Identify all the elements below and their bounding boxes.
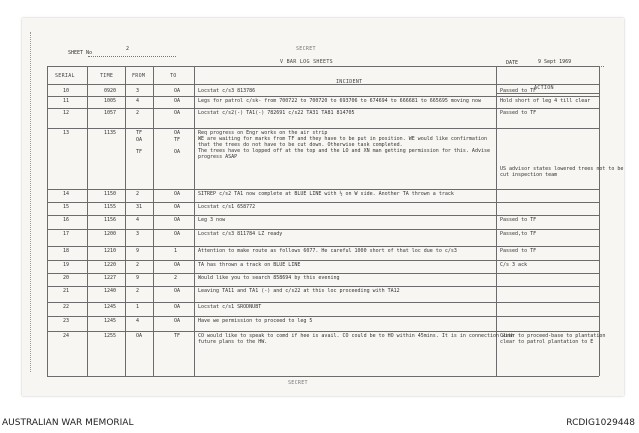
row-from: OA [136, 333, 143, 339]
row-separator [47, 273, 599, 274]
row-incident-line: TA has thrown a track on BLUE LINE [198, 262, 301, 268]
row-from: 4 [136, 318, 140, 324]
row-to: OA [174, 262, 181, 268]
row-to: OA [174, 88, 181, 94]
table-right-rule [599, 66, 600, 376]
log-sheet [22, 18, 624, 396]
col-header-time: TIME [100, 73, 114, 79]
row-from: 2 [136, 191, 140, 197]
row-time: 1245 [104, 304, 117, 310]
row-action-line: Passed,to TF [500, 231, 537, 237]
row-incident-line: CO would like to speak to comd if hee is avail. CO could be to HO within 45mins. It is in connection with [198, 333, 515, 339]
row-incident-line: WE are waiting for marks from TF and they have to be put in position. WE would like confirmation [198, 136, 487, 142]
table-header-rule [47, 84, 599, 85]
row-to: OA [174, 304, 181, 310]
row-time: 1150 [104, 191, 117, 197]
row-incident-line: Attention to make route as follows 6077. He careful 1000 short of that loc due to c/s3 [198, 248, 457, 254]
row-separator [47, 331, 599, 332]
row-time: 1155 [104, 204, 117, 210]
row-serial: 11 [63, 98, 70, 104]
row-action-line: Passed to TF [500, 110, 537, 116]
row-from: 2 [136, 288, 140, 294]
col-divider-serial [87, 66, 88, 376]
table-top-rule [47, 66, 599, 67]
row-incident-line: Locstat c/s2(-) TA1(-) 782691 c/s22 TA31 TA81 814705 [198, 110, 355, 116]
row-action-line: cut inspection team [500, 172, 558, 178]
row-action-line: Hold short of leg 4 till clear [500, 98, 591, 104]
row-to: 1 [174, 248, 178, 254]
row-action-line: C/s 3 ack [500, 262, 528, 268]
log-title: V BAR LOG SHEETS [280, 59, 333, 65]
sheet-no-rule [88, 56, 176, 57]
row-time: 1245 [104, 318, 117, 324]
col-divider-from [153, 66, 154, 376]
row-to: OA [174, 191, 181, 197]
row-time: 1057 [104, 110, 117, 116]
row-from: 9 [136, 248, 140, 254]
row-from: 4 [136, 217, 140, 223]
row-serial: 23 [63, 318, 70, 324]
row-serial: 13 [63, 130, 70, 136]
row-serial: 21 [63, 288, 70, 294]
row-to: OA [174, 288, 181, 294]
row-serial: 17 [63, 231, 70, 237]
row-serial: 19 [63, 262, 70, 268]
row-incident-line: future plans to the HW. [198, 339, 268, 345]
archive-source: AUSTRALIAN WAR MEMORIAL [2, 418, 134, 428]
row-to: 2 [174, 275, 178, 281]
row-from: 4 [136, 98, 140, 104]
row-time: 1135 [104, 130, 117, 136]
row-time: 1220 [104, 262, 117, 268]
row-from: 3 [136, 88, 140, 94]
row-action-line: Passed to TF [500, 248, 537, 254]
row-separator [47, 215, 599, 216]
row-from: TF [136, 149, 143, 155]
row-from: 31 [136, 204, 143, 210]
row-from: TF [136, 130, 143, 136]
row-separator [47, 96, 599, 97]
row-time: 1240 [104, 288, 117, 294]
row-incident-line: Leaving TA11 and TA1 (-) and c/s22 at this loc proceeding with TA12 [198, 288, 400, 294]
row-to: OA [174, 130, 181, 136]
date-value: 9 Sept 1969 [538, 59, 572, 65]
row-from: 2 [136, 110, 140, 116]
row-from: 2 [136, 262, 140, 268]
row-action-line: Passed to TF [500, 88, 537, 94]
col-header-action: ACTION [534, 85, 554, 91]
row-separator [47, 260, 599, 261]
row-incident-line: Legs for patrol c/sk- from 700722 to 700720 to 693706 to 674694 to 666681 to 665695 moving now [198, 98, 481, 104]
row-incident-line: Would like you to search 858694 by this evening [198, 275, 340, 281]
table-left-rule [47, 66, 48, 376]
archive-reference: RCDIG1029448 [566, 418, 635, 428]
row-serial: 15 [63, 204, 70, 210]
row-separator [47, 246, 599, 247]
row-to: TF [174, 137, 181, 143]
row-action-line: Clear to proceed-base to plantation [500, 333, 606, 339]
date-label: DATE [506, 60, 519, 66]
row-incident-line: Locstat c/s1 658772 [198, 204, 256, 210]
row-serial: 24 [63, 333, 70, 339]
row-from: 3 [136, 231, 140, 237]
row-from: 9 [136, 275, 140, 281]
sheet-label: SHEET No [68, 50, 93, 56]
row-serial: 22 [63, 304, 70, 310]
row-serial: 14 [63, 191, 70, 197]
row-to: OA [174, 149, 181, 155]
row-to: OA [174, 110, 181, 116]
row-time: 1255 [104, 333, 117, 339]
col-divider-incident [496, 66, 497, 376]
sheet-number: 2 [126, 46, 130, 52]
row-action-line: US advisor states lowered trees not to be [500, 166, 624, 172]
row-separator [47, 286, 599, 287]
row-time: 0920 [104, 88, 117, 94]
row-incident-line: Leg 3 now [198, 217, 226, 223]
row-incident-line: Req progress on Engr works on the air strip [198, 130, 328, 136]
classification-top: SECRET [296, 46, 316, 52]
row-incident-line: that the trees do not have to be cut down. Otherwise task completed. [198, 142, 403, 148]
row-incident-line: Have we permission to proceed to leg 5 [198, 318, 313, 324]
row-incident-line: Locstat c/s3 813786 [198, 88, 256, 94]
row-to: OA [174, 98, 181, 104]
col-divider-time [125, 66, 126, 376]
row-time: 1200 [104, 231, 117, 237]
row-action-line: Passed to TF [500, 217, 537, 223]
col-header-from: FROM [132, 73, 146, 79]
row-incident-line: SITREP c/s2 TA1 now complete at BLUE LINE with ½ on W side. Another TA thrown a track [198, 191, 454, 197]
row-separator [47, 202, 599, 203]
row-incident-line: Locstat c/s3 811784 LZ ready [198, 231, 283, 237]
row-serial: 10 [63, 88, 70, 94]
row-time: 1227 [104, 275, 117, 281]
row-separator [47, 302, 599, 303]
row-to: OA [174, 204, 181, 210]
row-serial: 18 [63, 248, 70, 254]
row-serial: 20 [63, 275, 70, 281]
col-header-to: TO [170, 73, 177, 79]
row-to: OA [174, 217, 181, 223]
row-time: 1005 [104, 98, 117, 104]
col-divider-to [194, 66, 195, 376]
row-to: TF [174, 333, 181, 339]
row-from: OA [136, 137, 143, 143]
row-time: 1156 [104, 217, 117, 223]
row-incident-line: progress ASAP [198, 154, 238, 160]
row-to: OA [174, 231, 181, 237]
row-incident-line: Locstat c/s1 SRODNUBT [198, 304, 262, 310]
row-separator [47, 229, 599, 230]
col-header-serial: SERIAL [55, 73, 75, 79]
row-separator [47, 189, 599, 190]
classification-bottom: SECRET [288, 380, 308, 386]
punch-hole-margin [30, 32, 34, 372]
row-time: 1210 [104, 248, 117, 254]
row-incident-line: The trees have to lopped off at the top and the LO and XN man getting permission for this. Advise [198, 148, 490, 154]
row-separator [47, 316, 599, 317]
row-serial: 16 [63, 217, 70, 223]
table-bottom-rule [47, 376, 599, 377]
row-serial: 12 [63, 110, 70, 116]
row-separator [47, 108, 599, 109]
row-to: OA [174, 318, 181, 324]
row-separator [47, 128, 599, 129]
row-action-line: clear to patrol plantation to E [500, 339, 594, 345]
col-header-incident: INCIDENT [336, 79, 363, 85]
row-from: 1 [136, 304, 140, 310]
